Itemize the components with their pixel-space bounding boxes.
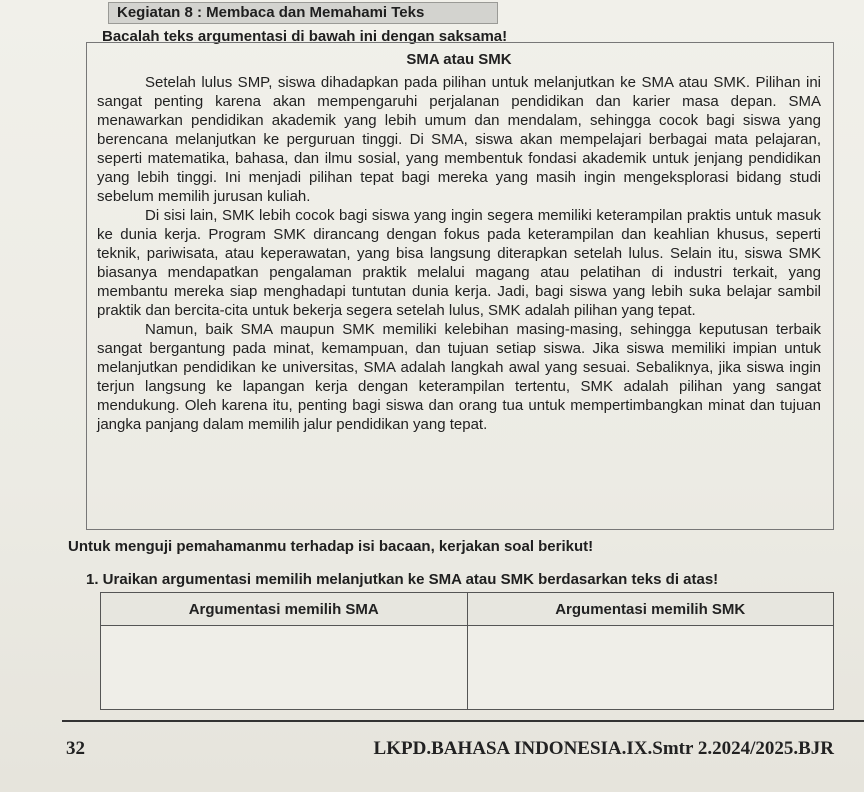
article-box	[86, 42, 834, 530]
table-row	[101, 626, 834, 710]
answer-cell-sma[interactable]	[101, 626, 468, 710]
article-paragraph-3: Namun, baik SMA maupun SMK memiliki kelebihan masing-masing, sehingga keputusan terbaik sangat bergantung pada minat, kemampuan, dan tujuan setiap siswa. Jika siswa memiliki impian untuk melanjutkan pendidikan ke universitas, SMA adalah langkah awal yang sesuai. Sebaliknya, jika siswa ingin terjun langsung ke lapangan kerja dengan keterampilan tertentu, SMK adalah pilihan yang sangat mendukung. Oleh karena itu, penting bagi siswa dan orang tua untuk mempertimbangkan minat dan tujuan jangka panjang dalam memilih jalur pendidikan yang tepat.	[97, 321, 821, 433]
answer-table	[100, 592, 834, 710]
page-number: 32	[66, 738, 85, 759]
answer-cell-smk[interactable]	[467, 626, 834, 710]
question-1: 1. Uraikan argumentasi memilih melanjutkan ke SMA atau SMK berdasarkan teks di atas!	[86, 571, 719, 588]
column-header-sma: Argumentasi memilih SMA	[101, 593, 468, 626]
article-title: SMA atau SMK	[406, 51, 512, 68]
activity-title: Kegiatan 8 : Membaca dan Memahami Teks	[108, 2, 498, 24]
footer-document-code: LKPD.BAHASA INDONESIA.IX.Smtr 2.2024/2025.BJR	[373, 738, 834, 759]
reading-instruction: Bacalah teks argumentasi di bawah ini dengan saksama!	[102, 28, 508, 45]
article-paragraph-1: Setelah lulus SMP, siswa dihadapkan pada pilihan untuk melanjutkan ke SMA atau SMK. Pilihan ini sangat penting karena akan mempengaruhi perjalanan pendidikan dan karier masa depan. SMA menawarkan pendidikan akademik yang lebih umum dan mendalam, sehingga cocok bagi siswa yang berencana melanjutkan ke perguruan tinggi. Di SMA, siswa akan mempelajari berbagai mata pelajaran, seperti matematika, bahasa, dan ilmu sosial, yang membentuk fondasi akademik untuk jenjang pendidikan yang lebih tinggi. Ini menjadi pilihan tepat bagi mereka yang masih ingin mengeksplorasi bidang studi sebelum memilih jurusan kuliah.	[97, 74, 821, 205]
footer-divider	[62, 720, 864, 722]
column-header-smk: Argumentasi memilih SMK	[467, 593, 834, 626]
article-paragraph-2: Di sisi lain, SMK lebih cocok bagi siswa yang ingin segera memiliki keterampilan praktis untuk masuk ke dunia kerja. Program SMK dirancang dengan fokus pada keterampilan dan keahlian khusus, seperti teknik, pariwisata, atau keperawatan, yang bisa langsung diterapkan setelah lulus. Selain itu, siswa SMK biasanya mendapatkan pengalaman praktik melalui magang atau pelatihan di industri terkait, yang membantu mereka siap menghadapi tuntutan dunia kerja. Jadi, bagi siswa yang lebih suka belajar sambil praktik dan bercita-cita untuk bekerja segera setelah lulus, SMK adalah pilihan yang tepat.	[97, 207, 821, 319]
task-intro: Untuk menguji pemahamanmu terhadap isi bacaan, kerjakan soal berikut!	[68, 538, 594, 555]
